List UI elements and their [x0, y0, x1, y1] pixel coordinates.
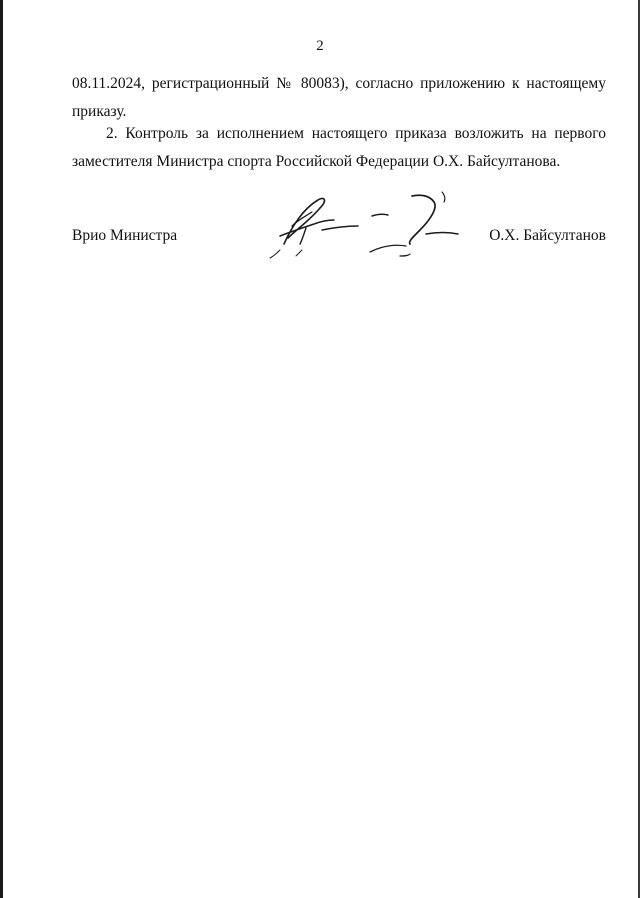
paragraph-line: заместителя Министра спорта Российской Федерации О.Х. Байсултанова. [72, 153, 561, 170]
paragraph-line: приказу. [72, 103, 127, 120]
paragraph-line: 08.11.2024, регистрационный № 80083), согласно приложению к настоящему [72, 75, 606, 92]
signatory-title: Врио Министра [72, 227, 178, 244]
page-number: 2 [316, 38, 324, 54]
handwritten-signature [262, 186, 472, 266]
scan-left-edge [0, 0, 3, 898]
paragraph-line: 2. Контроль за исполнением настоящего приказа возложить на первого [106, 125, 606, 142]
signatory-name: О.Х. Байсултанов [489, 227, 606, 244]
paragraph-continuation [72, 70, 606, 126]
paragraph-control-clause [72, 120, 606, 176]
